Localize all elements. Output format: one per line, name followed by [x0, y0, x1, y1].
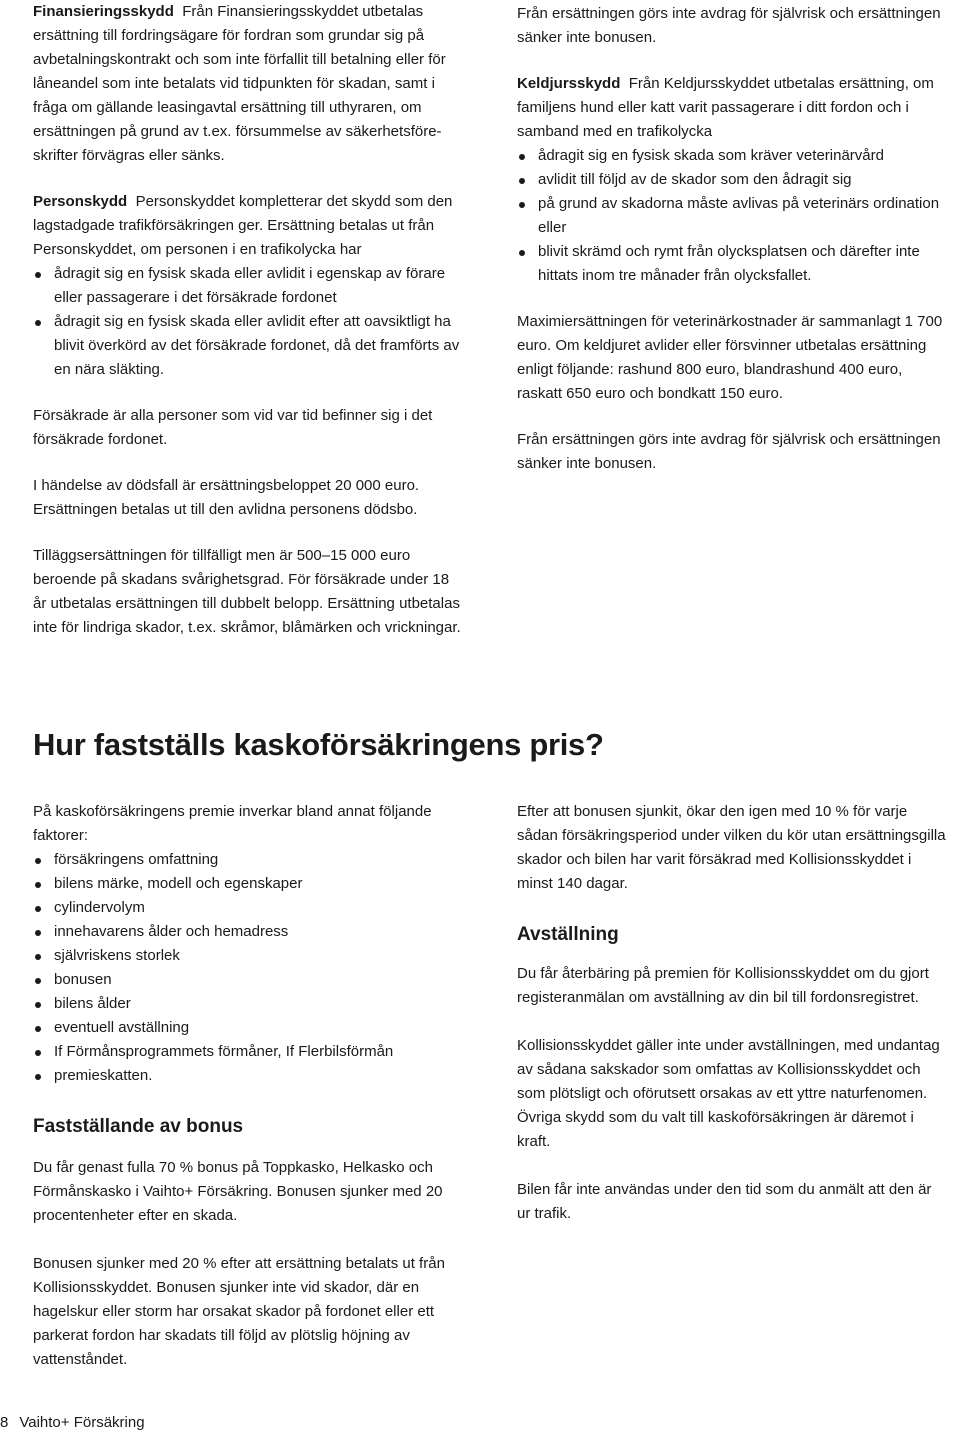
list-item: ådragit sig en fysisk skada som kräver veterinärvård [517, 144, 945, 168]
list-item: bilens ålder [33, 992, 463, 1016]
avstallning-paragraph-2: Kollisionsskyddet gäller inte under avställningen, med undantag av sådana sakskador som omfattas av Kollisionsskyddet och som plötsligt och oförutsett orsakas av ett yttre naturfenomen. Övriga skydd som du valt till kaskoförsäkringen är däremot i kraft. [517, 1037, 940, 1150]
deductible-paragraph-2: Från ersättningen görs inte avdrag för självrisk och ersättningen sänker inte bonusen. [517, 431, 941, 472]
bonus-heading: Fastställande av bonus [33, 1116, 244, 1137]
finansieringsskydd-lead: Finansieringsskydd [33, 3, 174, 20]
keldjursskydd-lead: Keldjursskydd [517, 75, 621, 92]
keldjursskydd-bullet-list [517, 144, 945, 288]
list-item: innehavarens ålder och hemadress [33, 920, 463, 944]
premium-factors-intro: På kaskoförsäkringens premie inverkar bland annat följande faktorer: [33, 803, 432, 844]
list-item: ådragit sig en fysisk skada eller avlidit efter att oavsiktligt ha blivit överkörd av det försäkrade fordonet, då det framförts av en nära släkting. [33, 310, 463, 382]
avstallning-paragraph-3: Bilen får inte användas under den tid som du anmält att den är ur trafik. [517, 1181, 932, 1222]
keldjursskydd-paragraph [517, 72, 945, 144]
page-number: 8 [0, 1414, 9, 1431]
list-item: ådragit sig en fysisk skada eller avlidit i egenskap av förare eller passagerare i det försäkrade fordonet [33, 262, 463, 310]
insured-persons-paragraph: Försäkrade är alla personer som vid var tid befinner sig i det försäkrade fordonet. [33, 407, 433, 448]
bonus-paragraph-2: Bonusen sjunker med 20 % efter att ersättning betalats ut från Kollisionsskyddet. Bonusen sjunker inte vid skador, där en hagelskur eller storm har orsakat skador på fordonet eller ett parkerat fordon har skadats till följd av plötslig höjning av vattenståndet. [33, 1255, 445, 1368]
list-item: avlidit till följd av de skador som den ådragit sig [517, 168, 945, 192]
personskydd-lead: Personskydd [33, 193, 128, 210]
maximum-compensation-paragraph: Maximiersättningen för veterinärkostnader är sammanlagt 1 700 euro. Om keldjuret avlider eller försvinner utbetalas ersättning enligt följande: rashund 800 euro, blandrashund 400 euro, raskatt 650 euro och bondkatt 150 euro. [517, 313, 943, 402]
top-left-column [33, 0, 463, 640]
personskydd-bullet-list [33, 262, 463, 382]
personskydd-text: Personskyddet kompletterar det skydd som den lagstadgade trafikförsäkringen ger. Ersättning betalas ut från Personskyddet, om personen i en trafikolycka har [33, 193, 453, 258]
premium-factors-list [33, 848, 463, 1088]
bottom-right-column [517, 800, 947, 1226]
bottom-left-column [33, 800, 463, 1372]
deductible-paragraph: Från ersättningen görs inte avdrag för självrisk och ersättningen sänker inte bonusen. [517, 5, 941, 46]
finansieringsskydd-text: Från Finansieringsskyddet utbetalas ersättning till fordringsägare för fordran som grundar sig på avbetalningskontrakt och som inte förfallit till betalning eller för låneandel som inte betalats vid tidpunkten för skadan, samt i fråga om gällande leasingavtal ersättning till uthyraren, om ersättningen på grund av t.ex. försummelse av säkerhetsföre-skrifter förvägras eller sänks. [33, 3, 446, 164]
bonus-paragraph-1: Du får genast fulla 70 % bonus på Toppkasko, Helkasko och Förmånskasko i Vaihto+ Försäkring. Bonusen sjunker med 20 procentenheter efter en skada. [33, 1159, 443, 1224]
bonus-paragraph-3: Efter att bonusen sjunkit, ökar den igen med 10 % för varje sådan försäkringsperiod under vilken du kör utan ersättningsgilla skador och bilen har varit försäkrad med Kollisionsskyddet i minst 140 dagar. [517, 803, 946, 892]
page-title: Hur fastställs kaskoförsäkringens pris? [33, 727, 604, 762]
list-item: bonusen [33, 968, 463, 992]
list-item: försäkringens omfattning [33, 848, 463, 872]
page-footer [0, 1413, 156, 1433]
list-item: på grund av skadorna måste avlivas på veterinärs ordination eller [517, 192, 945, 240]
top-right-column [517, 2, 945, 476]
list-item: blivit skrämd och rymt från olycksplatsen och därefter inte hittats inom tre månader från olycksfallet. [517, 240, 945, 288]
personskydd-paragraph [33, 190, 463, 262]
list-item: If Förmånsprogrammets förmåner, If Flerbilsförmån [33, 1040, 463, 1064]
death-benefit-paragraph: I händelse av dödsfall är ersättningsbeloppet 20 000 euro. Ersättningen betalas ut till den avlidna personens dödsbo. [33, 477, 420, 518]
avstallning-heading: Avställning [517, 924, 619, 945]
list-item: självriskens storlek [33, 944, 463, 968]
supplementary-compensation-paragraph: Tilläggsersättningen för tillfälligt men är 500–15 000 euro beroende på skadans svårighetsgrad. För försäkrade under 18 år utbetalas ersättningen till dubbelt belopp. Ersättning utbetalas inte för lindriga skador, t.ex. skråmor, blåmärken och vrickningar. [33, 547, 461, 636]
footer-brand: Vaihto+ Försäkring [19, 1414, 145, 1431]
list-item: premieskatten. [33, 1064, 463, 1088]
list-item: eventuell avställning [33, 1016, 463, 1040]
list-item: bilens märke, modell och egenskaper [33, 872, 463, 896]
list-item: cylindervolym [33, 896, 463, 920]
avstallning-paragraph-1: Du får återbäring på premien för Kollisionsskyddet om du gjort registeranmälan om avställning av din bil till fordonsregistret. [517, 965, 929, 1006]
keldjursskydd-text: Från Keldjursskyddet utbetalas ersättning, om familjens hund eller katt varit passagerare i ditt fordon och i samband med en trafikolycka [517, 75, 934, 140]
finansieringsskydd-paragraph [33, 0, 463, 168]
